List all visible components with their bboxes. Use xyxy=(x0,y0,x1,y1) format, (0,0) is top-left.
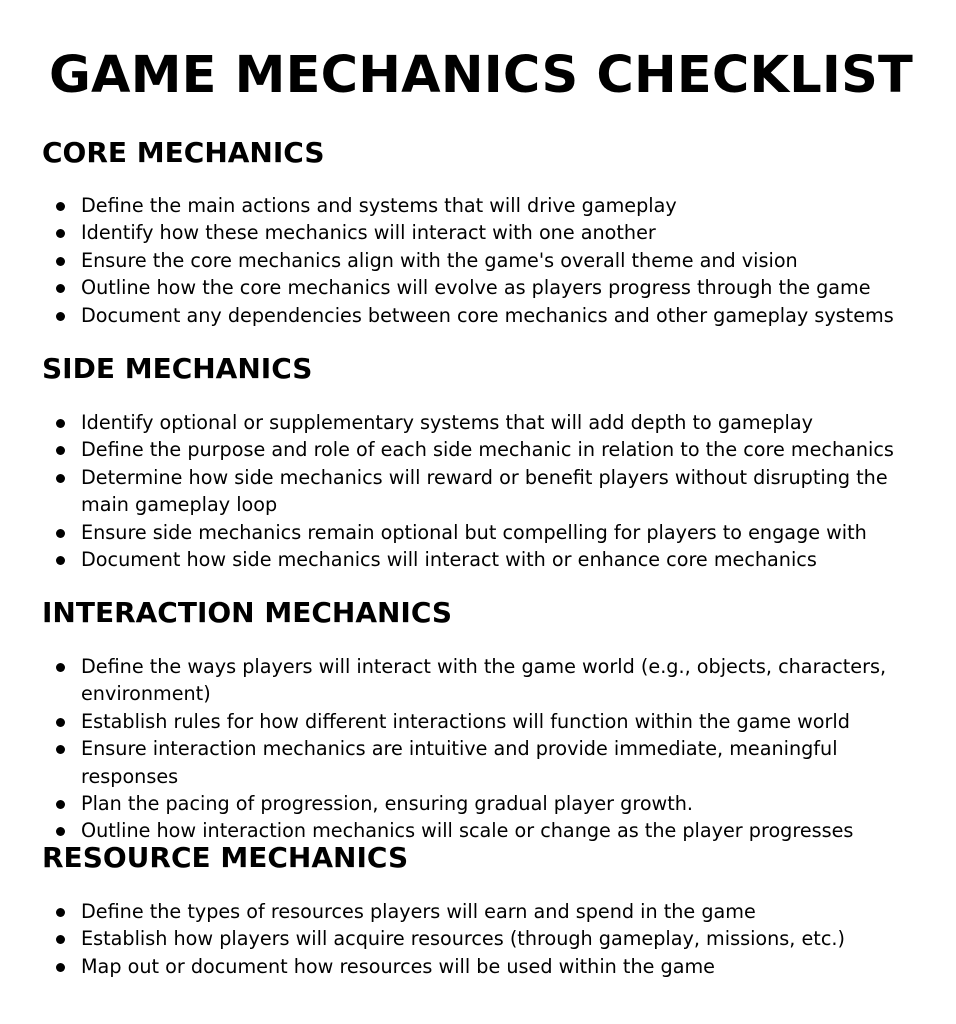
list-item-text: Outline how the core mechanics will evolve as players progress through the game xyxy=(81,276,871,300)
list-item xyxy=(42,790,920,817)
list-item-text: Plan the pacing of progression, ensuring gradual player growth. xyxy=(81,792,694,816)
bullet-icon xyxy=(56,446,65,455)
list-item xyxy=(42,436,920,463)
list-item-text: Establish rules for how different interactions will function within the game world xyxy=(81,709,850,733)
list-item xyxy=(42,192,920,219)
core-mechanics-list xyxy=(42,192,920,329)
bullet-icon xyxy=(56,202,65,211)
bullet-icon xyxy=(56,745,65,754)
list-item xyxy=(42,247,920,274)
list-item xyxy=(42,708,920,735)
list-item-text: Identify how these mechanics will interact with one another xyxy=(81,221,656,245)
list-item-text: Ensure the core mechanics align with the game's overall theme and vision xyxy=(81,248,798,272)
list-item xyxy=(42,464,920,519)
bullet-icon xyxy=(56,908,65,917)
bullet-icon xyxy=(56,474,65,483)
list-item xyxy=(42,274,920,301)
list-item-text: Identify optional or supplementary systems that will add depth to gameplay xyxy=(81,411,813,434)
interaction-mechanics-list xyxy=(42,653,920,845)
list-item xyxy=(42,409,920,436)
side-mechanics-list xyxy=(42,409,920,573)
list-item-text: Document how side mechanics will interact with or enhance core mechanics xyxy=(81,548,817,572)
section-heading-resource-mechanics: RESOURCE MECHANICS xyxy=(42,841,409,874)
section-heading-side-mechanics: SIDE MECHANICS xyxy=(42,352,313,385)
list-item-text: Outline how interaction mechanics will scale or change as the player progresses xyxy=(81,819,854,843)
bullet-icon xyxy=(56,229,65,238)
bullet-icon xyxy=(56,963,65,972)
list-item-text: Determine how side mechanics will reward or benefit players without disrupting the main gameplay loop xyxy=(81,465,888,517)
list-item xyxy=(42,546,920,573)
bullet-icon xyxy=(56,257,65,266)
section-heading-core-mechanics: CORE MECHANICS xyxy=(42,136,325,169)
bullet-icon xyxy=(56,800,65,809)
bullet-icon xyxy=(56,529,65,538)
list-item xyxy=(42,519,920,546)
list-item xyxy=(42,953,920,980)
list-item xyxy=(42,219,920,246)
list-item-text: Ensure side mechanics remain optional but compelling for players to engage with xyxy=(81,520,867,544)
list-item-text: Map out or document how resources will be used within the game xyxy=(81,954,715,978)
bullet-icon xyxy=(56,556,65,565)
bullet-icon xyxy=(56,284,65,293)
bullet-icon xyxy=(56,827,65,836)
list-item-text: Ensure interaction mechanics are intuitive and provide immediate, meaningful responses xyxy=(81,737,838,788)
resource-mechanics-list xyxy=(42,898,920,980)
list-item-text: Define the ways players will interact with the game world (e.g., objects, characters, environment) xyxy=(81,655,887,706)
section-heading-interaction-mechanics: INTERACTION MECHANICS xyxy=(42,596,453,629)
list-item xyxy=(42,302,920,329)
page-title: GAME MECHANICS CHECKLIST xyxy=(48,46,914,105)
list-item xyxy=(42,925,920,952)
list-item-text: Define the purpose and role of each side mechanic in relation to the core mechanics xyxy=(81,438,894,462)
list-item-text: Establish how players will acquire resources (through gameplay, missions, etc.) xyxy=(81,927,845,951)
list-item-text: Define the main actions and systems that will drive gameplay xyxy=(81,194,677,217)
bullet-icon xyxy=(56,718,65,727)
list-item-text: Define the types of resources players will earn and spend in the game xyxy=(81,900,756,923)
bullet-icon xyxy=(56,312,65,321)
list-item xyxy=(42,653,920,708)
bullet-icon xyxy=(56,663,65,672)
list-item xyxy=(42,898,920,925)
list-item-text: Document any dependencies between core mechanics and other gameplay systems xyxy=(81,303,894,327)
bullet-icon xyxy=(56,419,65,428)
list-item xyxy=(42,735,920,790)
bullet-icon xyxy=(56,935,65,944)
